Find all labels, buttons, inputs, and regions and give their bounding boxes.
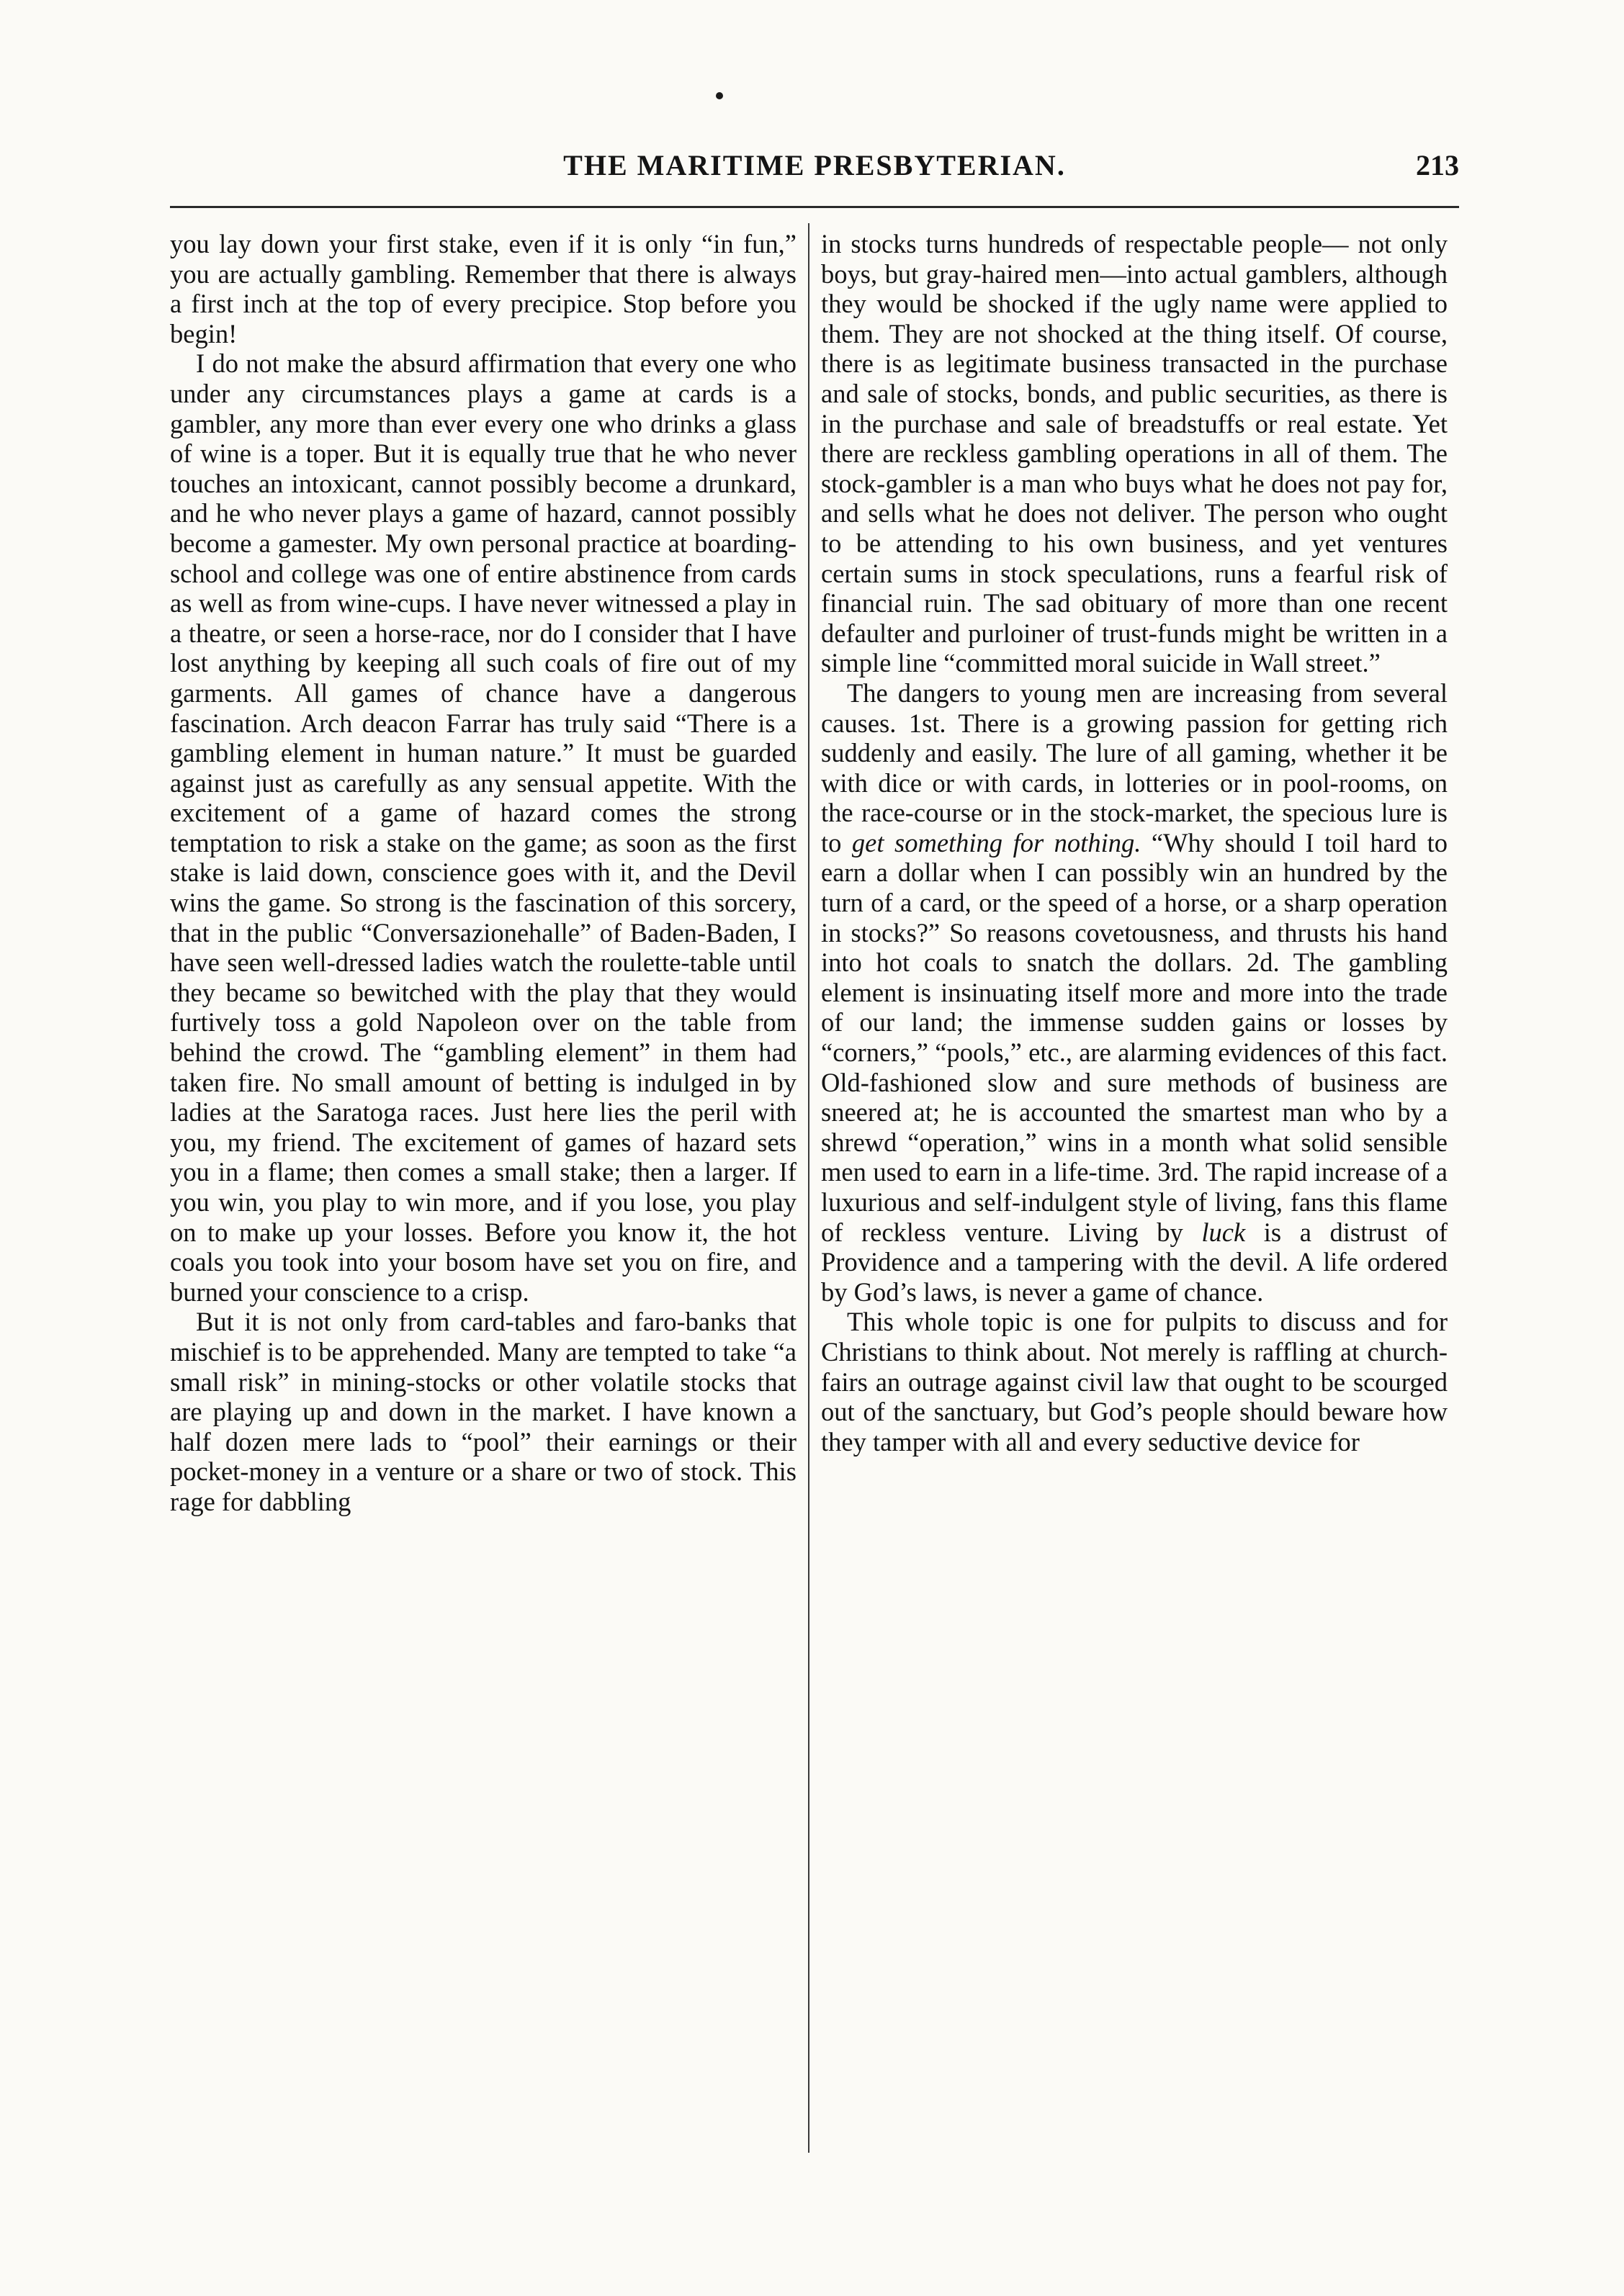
text-run: The dangers to young men are increasing from several causes. 1st. There is a growing passion for getting rich suddenly and easily. The lure of all gaming, whether it be with dice or with cards, in lotteries or in pool-rooms, on the race-course or in the stock-market, the specious lure is to [821,677,1448,857]
text-run: is a distrust of Providence and a tampering with the devil. A life ordered by God’s laws, is never a game of chance. [821,1217,1448,1307]
ink-speck [716,92,723,99]
header-rule [170,206,1459,208]
paragraph: you lay down your first stake, even if it is only “in fun,” you are actually gambling. Remember that there is always a first inch at the top of every precipice. Stop before you begin! [170,229,797,348]
running-head [170,144,1459,187]
paragraph [821,678,1448,1307]
paragraph: This whole topic is one for pulpits to discuss and for Christians to think about. Not merely is raffling at church-fairs an outrage against civil law that ought to be scourged out of the sanctuary, but God’s people should beware how they tamper with all and every seductive device for [821,1307,1448,1457]
left-column [170,229,797,2245]
text-run: “Why should I toil hard to earn a dollar when I can possibly win an hundred by the turn of a card, or the speed of a horse, or a sharp operation in stocks?” So reasons covetousness, and thrusts his hand into hot coals to snatch the dollars. 2d. The gambling element is insinuating itself more and more into the trade of our land; the immense sudden gains or losses by “corners,” “pools,” etc., are alarming evidences of this fact. Old-fashioned slow and sure methods of business are sneered at; he is accounted the smartest man who by a shrewd “operation,” wins in a month what solid sensible men used to earn in a life-time. 3rd. The rapid increase of a luxurious and self-indulgent style of living, fans this flame of reckless venture. Living by [821,827,1448,1247]
paragraph: in stocks turns hundreds of respectable people— not only boys, but gray-haired men—into actual gamblers, although they would be shocked if the ugly name were applied to them. They are not shocked at the thing itself. Of course, there is as legitimate business transacted in the purchase and sale of stocks, bonds, and public securities, as there is in the purchase and sale of breadstuffs or real estate. Yet there are reckless gambling operations in all of them. The stock-gambler is a man who buys what he does not pay for, and sells what he does not deliver. The person who ought to be attending to his own business, and yet ventures certain sums in stock speculations, runs a fearful risk of financial ruin. The sad obituary of more than one recent defaulter and purloiner of trust-funds might be written in a simple line “committed moral suicide in Wall street.” [821,229,1448,678]
column-divider [808,223,809,2153]
paragraph: I do not make the absurd affirmation that every one who under any circumstances plays a game at cards is a gambler, any more than ever every one who drinks a glass of wine is a toper. But it is equally true that he who never touches an intoxicant, cannot possibly become a drunkard, and he who never plays a game of hazard, cannot possibly become a gamester. My own personal practice at boarding-school and college was one of entire abstinence from cards as well as from wine-cups. I have never witnessed a play in a theatre, or seen a horse-race, nor do I consider that I have lost anything by keeping all such coals of fire out of my garments. All games of chance have a dangerous fascination. Arch deacon Farrar has truly said “There is a gambling element in human nature.” It must be guarded against just as carefully as any sensual appetite. With the excitement of a game of hazard comes the strong temptation to risk a stake on the game; as soon as the first stake is laid down, conscience goes with it, and the Devil wins the game. So strong is the fascination of this sorcery, that in the public “Conversazionehalle” of Baden-Baden, I have seen well-dressed ladies watch the roulette-table until they became so bewitched with the play that they would furtively toss a gold Napoleon over on the table from behind the crowd. The “gambling element” in them had taken fire. No small amount of betting is indulged in by ladies at the Saratoga races. Just here lies the peril with you, my friend. The excitement of games of hazard sets you in a flame; then comes a small stake; then a larger. If you win, you play to win more, and if you lose, you play on to make up your losses. Before you know it, the hot coals you took into your bosom have set you on fire, and burned your conscience to a crisp. [170,348,797,1307]
page-number: 213 [1416,149,1459,181]
italic-word: luck [1201,1217,1246,1247]
journal-title: THE MARITIME PRESBYTERIAN. [563,149,1066,181]
right-column [821,229,1448,2245]
italic-phrase: get something for nothing. [851,827,1141,857]
paragraph: But it is not only from card-tables and faro-banks that mischief is to be apprehended. Many are tempted to take “a small risk” in mining-stocks or other volatile stocks that are playing up and down in the market. I have known a half dozen mere lads to “pool” their earnings or their pocket-money in a venture or a share or two of stock. This rage for dabbling [170,1307,797,1516]
